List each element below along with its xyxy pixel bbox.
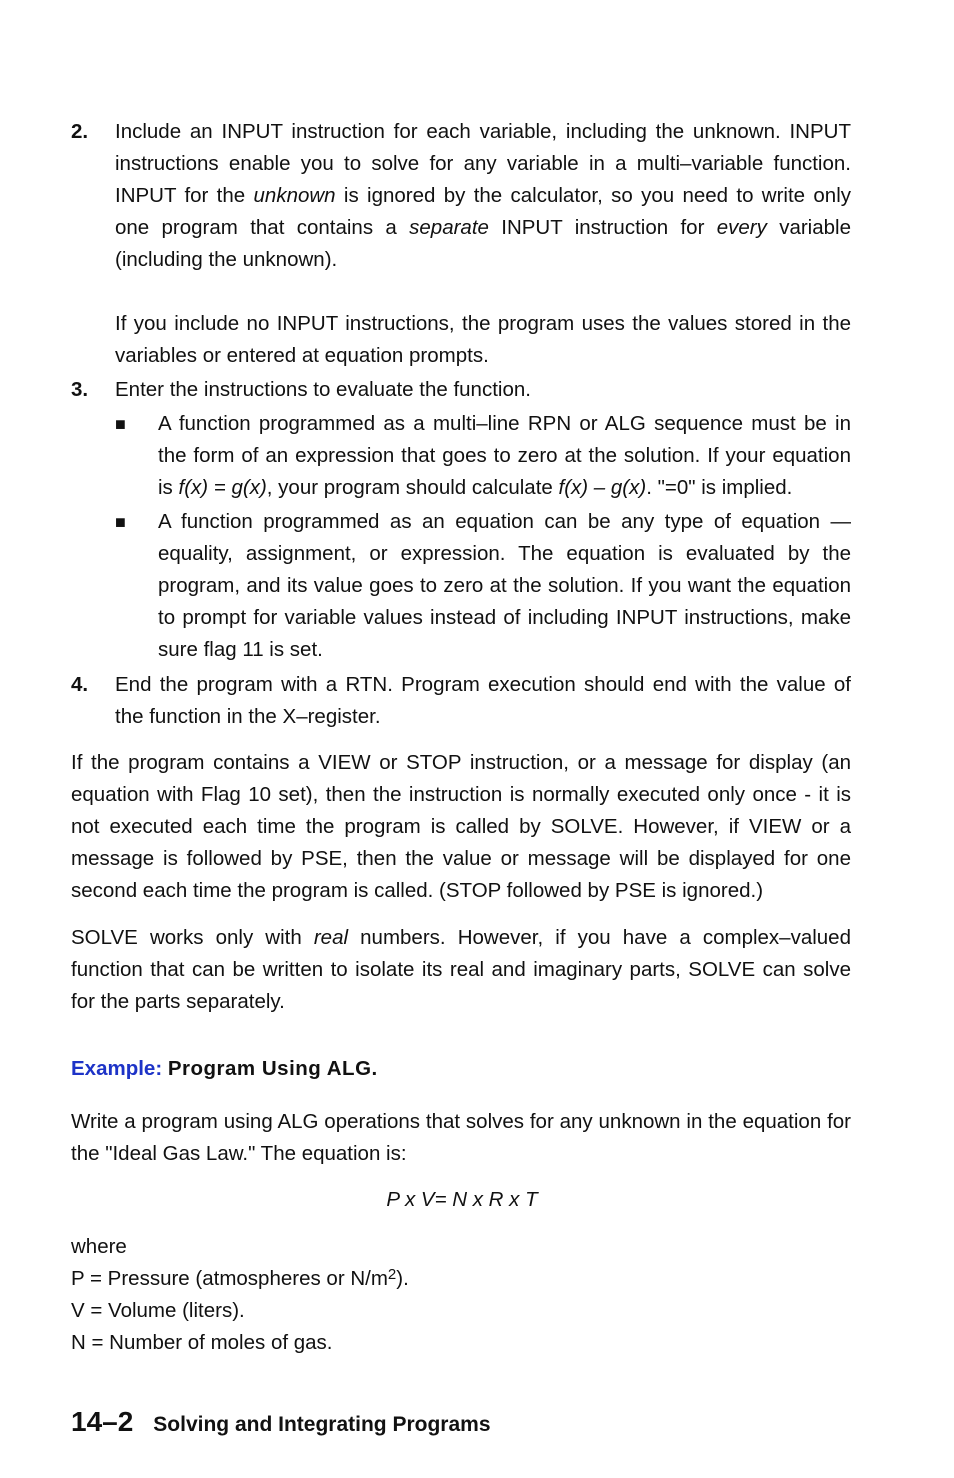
where-label: where: [71, 1235, 127, 1258]
bullet-1-text-a: A function programmed as a multi–line RPN or ALG sequence must be in the form of an expression that goes to zero at the solution. If your equation is: [158, 412, 851, 499]
volume-definition: V = Volume (liters).: [71, 1299, 245, 1322]
step-2-paragraph-2: If you include no INPUT instructions, the program uses the values stored in the variables or entered at equation prompts.: [115, 312, 851, 367]
example-label: Example:: [71, 1057, 163, 1080]
step-2-em-unknown: unknown: [253, 184, 336, 207]
example-heading: [71, 1053, 851, 1085]
step-2-text-b: is ignored by the calculator, so you need to write only one program that contains a: [115, 184, 852, 239]
step-2-text-a: Include an INPUT instruction for each variable, including the unknown. INPUT instructions enable you to solve for any variable in a multi–variable function. INPUT for the: [115, 120, 851, 207]
step-3-number: 3.: [71, 378, 89, 401]
bullet-1-text-c: . "=0" is implied.: [646, 476, 793, 499]
bullet-1-text-b: , your program should calculate: [266, 476, 559, 499]
squared-superscript: 2: [387, 1266, 397, 1283]
ideal-gas-equation: P x V= N x R x T: [386, 1188, 538, 1211]
step-2-text-c: INPUT instruction for: [488, 216, 717, 239]
bullet-square-icon: ■: [115, 414, 126, 434]
step-3-bullet-1: [158, 408, 851, 504]
step-2-em-every: every: [716, 216, 767, 239]
paragraph-view-stop: If the program contains a VIEW or STOP instruction, or a message for display (an equation with Flag 10 set), then the instruction is normally executed only once - it is not executed each time the program is called by SOLVE. However, if VIEW or a message is followed by PSE, then the value or message will be displayed for one second each time the program is called. (STOP followed by PSE is ignored.): [71, 751, 851, 902]
pressure-text-end: ).: [396, 1267, 409, 1290]
moles-definition: N = Number of moles of gas.: [71, 1331, 333, 1354]
step-2-number: 2.: [71, 120, 89, 143]
solve-em-real: real: [313, 926, 349, 949]
step-3-bullet-2: A function programmed as an equation can be any type of equation — equality, assignment, or expression. The equation is evaluated by the program, and its value goes to zero at the solution. If you want the equation to prompt for variable values instead of including INPUT instructions, make sure flag 11 is set.: [158, 510, 851, 661]
page-footer: [71, 1402, 491, 1445]
bullet-square-icon: ■: [115, 512, 126, 532]
solve-text-b: numbers. However, if you have a complex–valued function that can be written to isolate its real and imaginary parts, SOLVE can solve for the parts separately.: [71, 926, 851, 1013]
example-intro: Write a program using ALG operations that solves for any unknown in the equation for the "Ideal Gas Law." The equation is:: [71, 1110, 851, 1165]
step-2-text-d: variable (including the unknown).: [115, 216, 851, 271]
step-2-em-separate: separate: [409, 216, 489, 239]
step-4-number: 4.: [71, 673, 89, 696]
pressure-definition: [71, 1263, 409, 1295]
step-4-text: End the program with a RTN. Program execution should end with the value of the function in the X–register.: [115, 673, 851, 728]
step-2-text: [115, 116, 851, 276]
step-3-text: Enter the instructions to evaluate the function.: [115, 378, 531, 401]
pressure-text: P = Pressure (atmospheres or N/m: [71, 1267, 388, 1290]
bullet-1-em-fx-minus-gx: f(x) – g(x): [558, 476, 647, 499]
chapter-title: Solving and Integrating Programs: [153, 1413, 491, 1436]
page-number: 14–2: [71, 1406, 134, 1437]
bullet-1-em-fx-eq-gx: f(x) = g(x): [178, 476, 267, 499]
solve-text-a: SOLVE works only with: [71, 926, 314, 949]
paragraph-solve-real: [71, 922, 851, 1018]
example-title: Program Using ALG.: [167, 1057, 378, 1080]
